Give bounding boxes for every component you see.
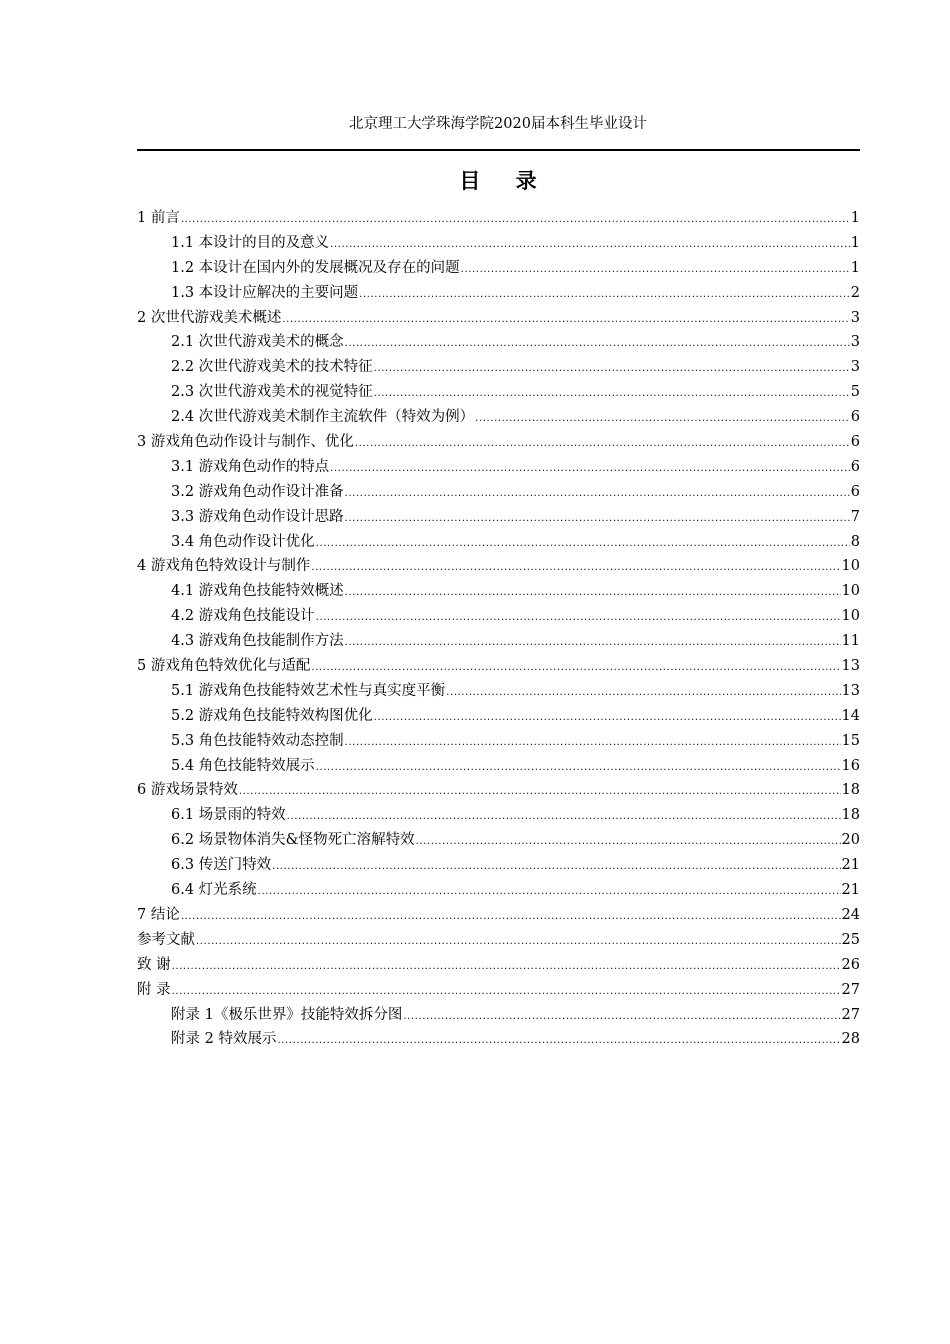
toc-dot-leader bbox=[446, 681, 840, 706]
toc-subsection-entry[interactable] bbox=[137, 853, 860, 878]
toc-subsection-entry[interactable] bbox=[137, 704, 860, 729]
toc-subsection-entry[interactable] bbox=[137, 878, 860, 903]
toc-subsection-entry[interactable] bbox=[137, 629, 860, 654]
page-header: 北京理工大学珠海学院2020届本科生毕业设计 bbox=[349, 116, 647, 132]
toc-dot-leader bbox=[345, 332, 850, 357]
toc-subsection-entry[interactable] bbox=[137, 505, 860, 530]
toc-entry-label: 4.1 游戏角色技能特效概述 bbox=[171, 583, 344, 600]
toc-entry-label: 6.3 传送门特效 bbox=[171, 857, 272, 874]
toc-entry-page-number: 6 bbox=[850, 409, 860, 426]
table-of-contents bbox=[137, 206, 860, 1052]
toc-entry-page-number: 25 bbox=[841, 931, 860, 948]
toc-entry-page-number: 10 bbox=[841, 608, 860, 625]
toc-entry-page-number: 3 bbox=[850, 334, 860, 351]
toc-subsection-entry[interactable] bbox=[137, 355, 860, 380]
toc-section-entry[interactable] bbox=[137, 953, 860, 978]
toc-entry-label: 1.1 本设计的目的及意义 bbox=[171, 234, 330, 251]
toc-entry-label: 5.3 角色技能特效动态控制 bbox=[171, 732, 344, 749]
toc-subsection-entry[interactable] bbox=[137, 455, 860, 480]
toc-entry-page-number: 13 bbox=[841, 658, 860, 675]
header-divider bbox=[137, 149, 860, 151]
toc-section-entry[interactable] bbox=[137, 206, 860, 231]
toc-dot-leader bbox=[239, 780, 841, 805]
toc-subsection-entry[interactable] bbox=[137, 330, 860, 355]
toc-entry-label: 5 游戏角色特效优化与适配 bbox=[137, 658, 311, 675]
toc-subsection-entry[interactable] bbox=[137, 803, 860, 828]
toc-subsection-entry[interactable] bbox=[137, 1003, 860, 1028]
toc-entry-page-number: 27 bbox=[841, 981, 860, 998]
toc-entry-label: 2 次世代游戏美术概述 bbox=[137, 309, 282, 326]
toc-entry-page-number: 11 bbox=[841, 633, 860, 650]
toc-entry-label: 6.4 灯光系统 bbox=[171, 882, 257, 899]
toc-entry-label: 6.1 场景雨的特效 bbox=[171, 807, 286, 824]
toc-entry-label: 6 游戏场景特效 bbox=[137, 782, 238, 799]
toc-entry-label: 2.3 次世代游戏美术的视觉特征 bbox=[171, 384, 373, 401]
toc-entry-label: 附录 1《极乐世界》技能特效拆分图 bbox=[171, 1006, 403, 1023]
toc-subsection-entry[interactable] bbox=[137, 480, 860, 505]
toc-dot-leader bbox=[316, 606, 841, 631]
toc-section-entry[interactable] bbox=[137, 978, 860, 1003]
toc-entry-page-number: 18 bbox=[841, 807, 860, 824]
toc-entry-page-number: 21 bbox=[841, 857, 860, 874]
toc-dot-leader bbox=[196, 930, 841, 955]
toc-dot-leader bbox=[181, 208, 850, 233]
toc-entry-page-number: 3 bbox=[850, 309, 860, 326]
toc-subsection-entry[interactable] bbox=[137, 231, 860, 256]
toc-subsection-entry[interactable] bbox=[137, 579, 860, 604]
toc-entry-label: 3.3 游戏角色动作设计思路 bbox=[171, 508, 344, 525]
toc-dot-leader bbox=[311, 556, 840, 581]
toc-entry-label: 5.4 角色技能特效展示 bbox=[171, 757, 315, 774]
toc-title: 目 录 bbox=[459, 169, 551, 193]
toc-dot-leader bbox=[172, 955, 841, 980]
toc-dot-leader bbox=[311, 656, 840, 681]
toc-dot-leader bbox=[316, 756, 841, 781]
toc-entry-page-number: 6 bbox=[850, 483, 860, 500]
toc-dot-leader bbox=[461, 258, 850, 283]
toc-section-entry[interactable] bbox=[137, 778, 860, 803]
toc-entry-page-number: 5 bbox=[850, 384, 860, 401]
toc-entry-label: 2.2 次世代游戏美术的技术特征 bbox=[171, 359, 373, 376]
toc-dot-leader bbox=[359, 283, 850, 308]
toc-entry-page-number: 21 bbox=[841, 882, 860, 899]
toc-entry-label: 附 录 bbox=[137, 981, 171, 998]
toc-section-entry[interactable] bbox=[137, 654, 860, 679]
toc-entry-page-number: 3 bbox=[850, 359, 860, 376]
toc-dot-leader bbox=[330, 457, 850, 482]
toc-dot-leader bbox=[403, 1005, 840, 1030]
toc-subsection-entry[interactable] bbox=[137, 679, 860, 704]
toc-subsection-entry[interactable] bbox=[137, 530, 860, 555]
toc-entry-page-number: 1 bbox=[850, 210, 860, 226]
toc-subsection-entry[interactable] bbox=[137, 1027, 860, 1052]
toc-dot-leader bbox=[345, 581, 841, 606]
toc-entry-label: 附录 2 特效展示 bbox=[171, 1031, 277, 1048]
toc-entry-label: 4.2 游戏角色技能设计 bbox=[171, 608, 315, 625]
toc-dot-leader bbox=[287, 805, 841, 830]
toc-dot-leader bbox=[374, 706, 841, 731]
toc-entry-label: 1 前言 bbox=[137, 210, 180, 226]
toc-subsection-entry[interactable] bbox=[137, 729, 860, 754]
toc-dot-leader bbox=[345, 731, 841, 756]
toc-dot-leader bbox=[345, 631, 841, 656]
toc-entry-page-number: 24 bbox=[841, 906, 860, 923]
toc-entry-page-number: 16 bbox=[841, 757, 860, 774]
toc-entry-label: 5.1 游戏角色技能特效艺术性与真实度平衡 bbox=[171, 682, 446, 699]
toc-entry-page-number: 15 bbox=[841, 732, 860, 749]
toc-entry-label: 参考文献 bbox=[137, 931, 195, 948]
toc-dot-leader bbox=[258, 880, 841, 905]
toc-entry-label: 3.4 角色动作设计优化 bbox=[171, 533, 315, 550]
toc-entry-label: 致 谢 bbox=[137, 956, 171, 973]
toc-entry-page-number: 14 bbox=[841, 707, 860, 724]
toc-section-entry[interactable] bbox=[137, 554, 860, 579]
toc-section-entry[interactable] bbox=[137, 306, 860, 331]
toc-entry-page-number: 6 bbox=[850, 434, 860, 451]
toc-entry-page-number: 27 bbox=[841, 1006, 860, 1023]
toc-section-entry[interactable] bbox=[137, 903, 860, 928]
toc-entry-page-number: 10 bbox=[841, 558, 860, 575]
toc-entry-label: 5.2 游戏角色技能特效构图优化 bbox=[171, 707, 373, 724]
toc-subsection-entry[interactable] bbox=[137, 604, 860, 629]
toc-subsection-entry[interactable] bbox=[137, 828, 860, 853]
toc-subsection-entry[interactable] bbox=[137, 256, 860, 281]
toc-entry-label: 3.1 游戏角色动作的特点 bbox=[171, 458, 330, 475]
toc-dot-leader bbox=[416, 830, 841, 855]
toc-entry-page-number: 28 bbox=[841, 1031, 860, 1048]
toc-dot-leader bbox=[277, 1029, 840, 1054]
toc-entry-page-number: 8 bbox=[850, 533, 860, 550]
toc-entry-page-number: 6 bbox=[850, 458, 860, 475]
toc-section-entry[interactable] bbox=[137, 928, 860, 953]
toc-subsection-entry[interactable] bbox=[137, 754, 860, 779]
toc-subsection-entry[interactable] bbox=[137, 405, 860, 430]
toc-entry-label: 1.3 本设计应解决的主要问题 bbox=[171, 284, 359, 301]
toc-dot-leader bbox=[172, 980, 841, 1005]
toc-entry-label: 2.4 次世代游戏美术制作主流软件（特效为例） bbox=[171, 409, 475, 426]
toc-subsection-entry[interactable] bbox=[137, 281, 860, 306]
toc-dot-leader bbox=[181, 905, 841, 930]
toc-entry-label: 3 游戏角色动作设计与制作、优化 bbox=[137, 434, 354, 451]
toc-entry-label: 4 游戏角色特效设计与制作 bbox=[137, 558, 311, 575]
toc-entry-page-number: 1 bbox=[850, 259, 860, 276]
toc-dot-leader bbox=[475, 407, 850, 432]
toc-entry-page-number: 13 bbox=[841, 682, 860, 699]
toc-entry-page-number: 20 bbox=[841, 832, 860, 849]
toc-dot-leader bbox=[374, 382, 850, 407]
toc-dot-leader bbox=[316, 532, 850, 557]
toc-dot-leader bbox=[282, 308, 849, 333]
toc-entry-page-number: 1 bbox=[850, 234, 860, 251]
toc-subsection-entry[interactable] bbox=[137, 380, 860, 405]
toc-dot-leader bbox=[272, 855, 840, 880]
toc-dot-leader bbox=[345, 507, 850, 532]
toc-entry-page-number: 18 bbox=[841, 782, 860, 799]
toc-entry-label: 2.1 次世代游戏美术的概念 bbox=[171, 334, 344, 351]
toc-entry-label: 1.2 本设计在国内外的发展概况及存在的问题 bbox=[171, 259, 460, 276]
toc-dot-leader bbox=[374, 357, 850, 382]
toc-entry-label: 3.2 游戏角色动作设计准备 bbox=[171, 483, 344, 500]
toc-dot-leader bbox=[330, 233, 850, 258]
toc-dot-leader bbox=[345, 482, 850, 507]
toc-entry-page-number: 26 bbox=[841, 956, 860, 973]
toc-entry-page-number: 7 bbox=[850, 508, 860, 525]
toc-dot-leader bbox=[355, 432, 850, 457]
toc-entry-label: 4.3 游戏角色技能制作方法 bbox=[171, 633, 344, 650]
toc-entry-page-number: 10 bbox=[841, 583, 860, 600]
toc-section-entry[interactable] bbox=[137, 430, 860, 455]
toc-entry-page-number: 2 bbox=[850, 284, 860, 301]
toc-entry-label: 6.2 场景物体消失&怪物死亡溶解特效 bbox=[171, 832, 415, 849]
toc-entry-label: 7 结论 bbox=[137, 906, 180, 923]
